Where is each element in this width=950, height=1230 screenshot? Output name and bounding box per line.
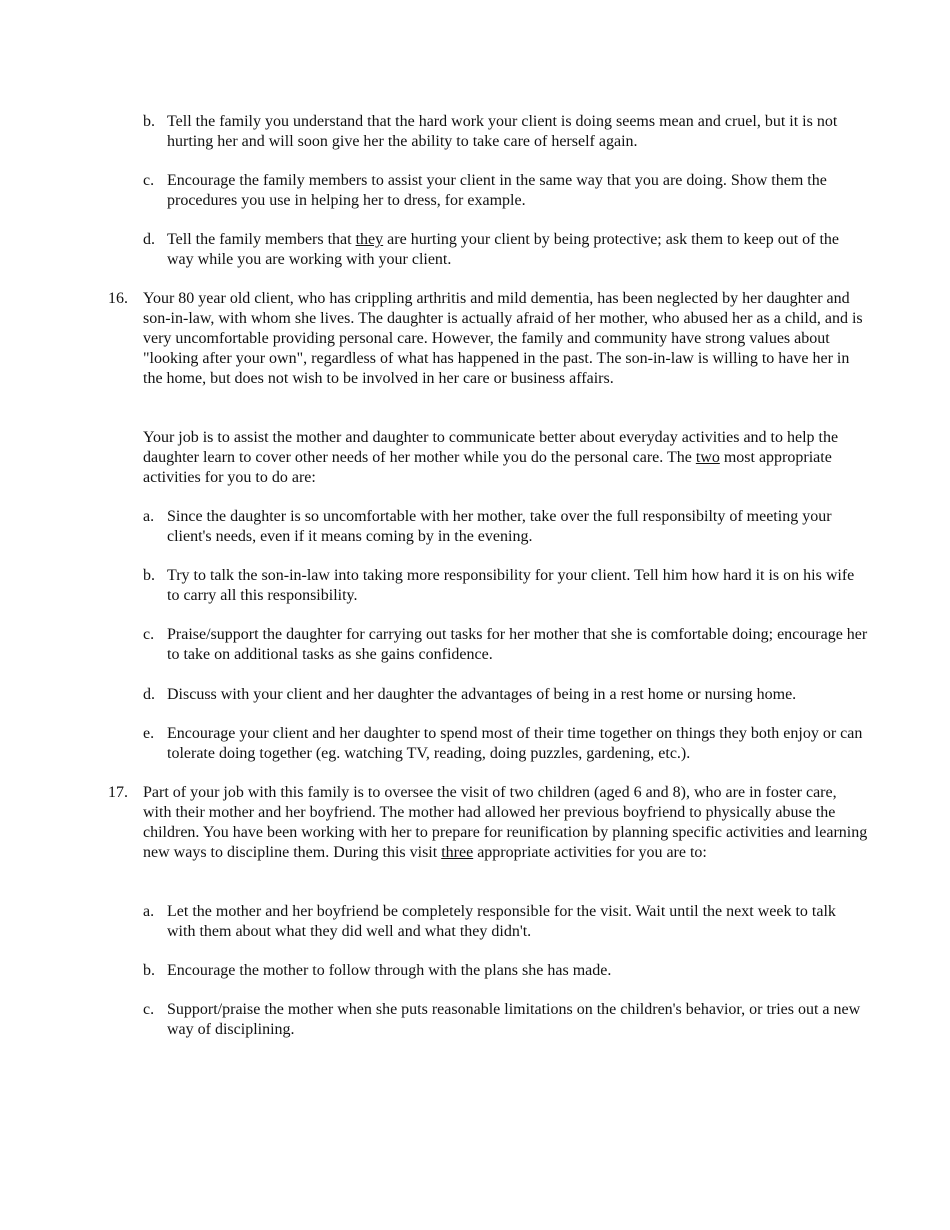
option-text: Encourage the family members to assist your client in the same way that you are doing. Show them the procedures you use in helping her to dress, for example. [167, 172, 827, 209]
q15-option-d [143, 230, 868, 270]
option-marker: c. [143, 626, 155, 643]
question-number: 17. [108, 784, 128, 801]
option-marker: d. [143, 686, 155, 703]
q17-option-b [143, 961, 868, 981]
text-segment: Tell the family members that [167, 231, 356, 248]
text-segment: Part of your job with this family is to oversee the visit of two children (aged 6 and 8), who are in foster care, with their mother and her boyfriend. The mother had allowed her previous boyfriend to physically abuse the children. You have been working with her to prepare for reunification by planning specific activities and learning new ways to discipline them. During this visit [143, 784, 868, 861]
option-marker: a. [143, 903, 155, 920]
text-segment: appropriate activities for you are to: [473, 844, 707, 861]
q15-option-c [143, 171, 868, 211]
option-text: Since the daughter is so uncomfortable with her mother, take over the full responsibilty of meeting your client's needs, even if it means coming by in the evening. [167, 508, 832, 545]
option-text: Praise/support the daughter for carrying out tasks for her mother that she is comfortable doing; encourage her to take on additional tasks as she gains confidence. [167, 626, 868, 663]
option-text: Encourage the mother to follow through with the plans she has made. [167, 962, 612, 979]
emphasis-underline: they [355, 231, 384, 248]
q17-option-c [143, 1000, 868, 1040]
emphasis-underline: three [441, 844, 474, 861]
question-text [143, 783, 868, 863]
q16-option-e [143, 724, 868, 764]
option-text: Let the mother and her boyfriend be completely responsible for the visit. Wait until the next week to talk with them about what they did well and what they didn't. [167, 903, 836, 940]
option-text: Tell the family you understand that the hard work your client is doing seems mean and cruel, but it is not hurting her and will soon give her the ability to take care of herself again. [167, 113, 838, 150]
question-text: Your 80 year old client, who has crippling arthritis and mild dementia, has been neglected by her daughter and son-in-law, with whom she lives. The daughter is actually afraid of her mother, who abused her as a child, and is very uncomfortable providing personal care. However, the family and community have strong values about "looking after your own", regardless of what has happened in the past. The son-in-law is willing to have her in the home, but does not wish to be involved in her care or business affairs. [143, 290, 863, 387]
q16-option-d [143, 685, 868, 705]
text-segment: are hurting your client by being protective; ask them to keep out of the way while you are working with your client. [167, 231, 840, 268]
q15-option-b [143, 112, 868, 152]
option-text [167, 230, 868, 270]
question-17 [108, 783, 868, 863]
text-segment: most appropriate activities for you to do are: [143, 449, 832, 486]
option-marker: a. [143, 508, 155, 525]
question-number: 16. [108, 290, 128, 307]
text-segment: Your job is to assist the mother and daughter to communicate better about everyday activities and to help the daughter learn to cover other needs of her mother while you do the personal care. The [143, 429, 839, 466]
option-marker: c. [143, 172, 155, 189]
question-16-prompt [143, 428, 868, 488]
q16-option-b [143, 566, 868, 606]
option-text: Try to talk the son-in-law into taking more responsibility for your client. Tell him how hard it is on his wife to carry all this responsibility. [167, 567, 855, 604]
option-marker: c. [143, 1001, 155, 1018]
option-marker: d. [143, 231, 155, 248]
option-text: Support/praise the mother when she puts reasonable limitations on the children's behavior, or tries out a new way of disciplining. [167, 1001, 861, 1038]
option-text: Discuss with your client and her daughter the advantages of being in a rest home or nursing home. [167, 686, 797, 703]
option-text: Encourage your client and her daughter to spend most of their time together on things they both enjoy or can tolerate doing together (eg. watching TV, reading, doing puzzles, gardening, etc.). [167, 725, 863, 762]
option-marker: e. [143, 725, 155, 742]
q16-option-c [143, 625, 868, 665]
question-16 [108, 289, 868, 389]
option-marker: b. [143, 962, 155, 979]
emphasis-underline: two [695, 449, 720, 466]
q17-option-a [143, 902, 868, 942]
option-marker: b. [143, 567, 155, 584]
q16-option-a [143, 507, 868, 547]
option-marker: b. [143, 113, 155, 130]
